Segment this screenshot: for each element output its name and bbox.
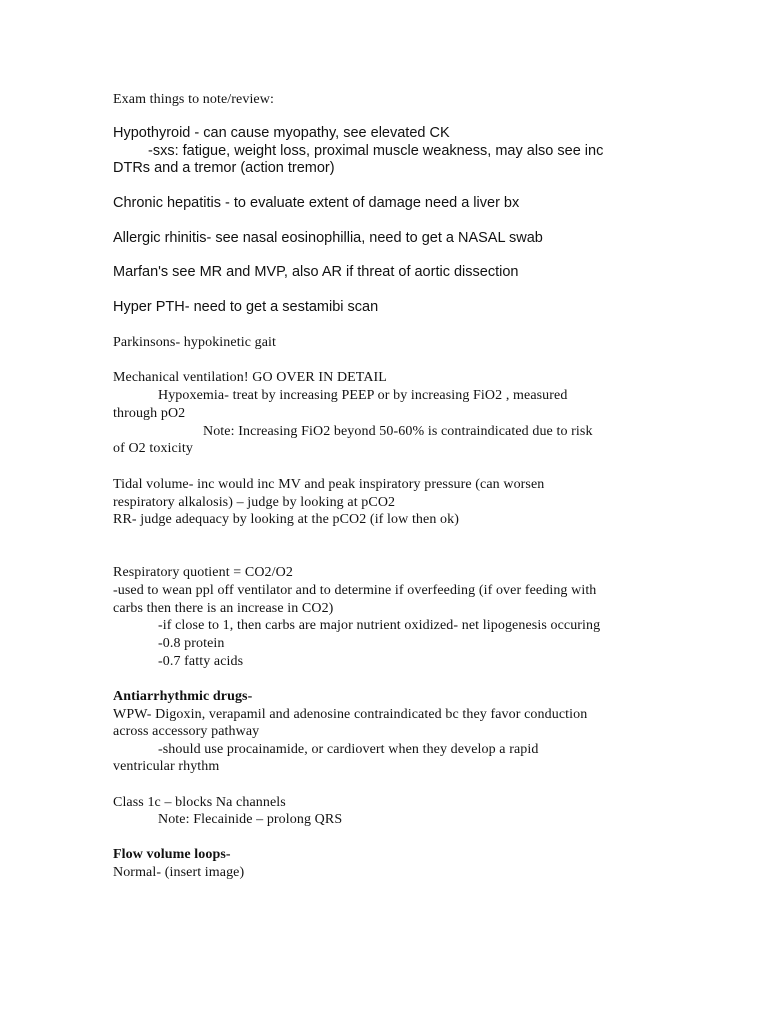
antiarrhythmic-line-2: across accessory pathway — [113, 724, 260, 739]
antiarrhythmic-line-3: -should use procainamide, or cardiovert when they develop a rapid — [158, 742, 539, 757]
ventilation-line-4: Note: Increasing FiO2 beyond 50-60% is contraindicated due to risk — [203, 424, 593, 439]
parkinsons-line: Parkinsons- hypokinetic gait — [113, 335, 276, 350]
tidal-line-2: respiratory alkalosis) – judge by looking at pCO2 — [113, 495, 396, 510]
rq-line-1: Respiratory quotient = CO2/O2 — [113, 565, 293, 580]
flow-heading: Flow volume loops- — [113, 847, 231, 862]
rq-line-3: carbs then there is an increase in CO2) — [113, 601, 334, 616]
rq-line-6: -0.7 fatty acids — [158, 654, 244, 669]
rq-line-2: -used to wean ppl off ventilator and to determine if overfeeding (if over feeding with — [113, 583, 597, 598]
tidal-line-1: Tidal volume- inc would inc MV and peak inspiratory pressure (can worsen — [113, 477, 545, 492]
class1c-line-2: Note: Flecainide – prolong QRS — [158, 812, 343, 827]
rhinitis-line: Allergic rhinitis- see nasal eosinophillia, need to get a NASAL swab — [113, 230, 543, 246]
rq-line-5: -0.8 protein — [158, 636, 225, 651]
ventilation-line-2: Hypoxemia- treat by increasing PEEP or by increasing FiO2 , measured — [158, 388, 568, 403]
page-heading: Exam things to note/review: — [113, 92, 274, 107]
antiarrhythmic-line-4: ventricular rhythm — [113, 759, 220, 774]
ventilation-line-1: Mechanical ventilation! GO OVER IN DETAIL — [113, 370, 387, 385]
rq-line-4: -if close to 1, then carbs are major nutrient oxidized- net lipogenesis occuring — [158, 618, 601, 633]
flow-line-1: Normal- (insert image) — [113, 865, 245, 880]
hypothyroid-line-3: DTRs and a tremor (action tremor) — [113, 160, 335, 176]
marfans-line: Marfan's see MR and MVP, also AR if threat of aortic dissection — [113, 264, 519, 280]
ventilation-line-3: through pO2 — [113, 406, 186, 421]
tidal-line-3: RR- judge adequacy by looking at the pCO2 (if low then ok) — [113, 512, 460, 527]
pth-line: Hyper PTH- need to get a sestamibi scan — [113, 299, 379, 315]
ventilation-line-5: of O2 toxicity — [113, 441, 193, 456]
hypothyroid-line-2: -sxs: fatigue, weight loss, proximal muscle weakness, may also see inc — [148, 143, 604, 159]
class1c-line-1: Class 1c – blocks Na channels — [113, 795, 286, 810]
hepatitis-line: Chronic hepatitis - to evaluate extent of damage need a liver bx — [113, 195, 520, 211]
hypothyroid-line-1: Hypothyroid - can cause myopathy, see elevated CK — [113, 125, 450, 141]
antiarrhythmic-line-1: WPW- Digoxin, verapamil and adenosine contraindicated bc they favor conduction — [113, 707, 588, 722]
antiarrhythmic-heading: Antiarrhythmic drugs- — [113, 689, 253, 704]
